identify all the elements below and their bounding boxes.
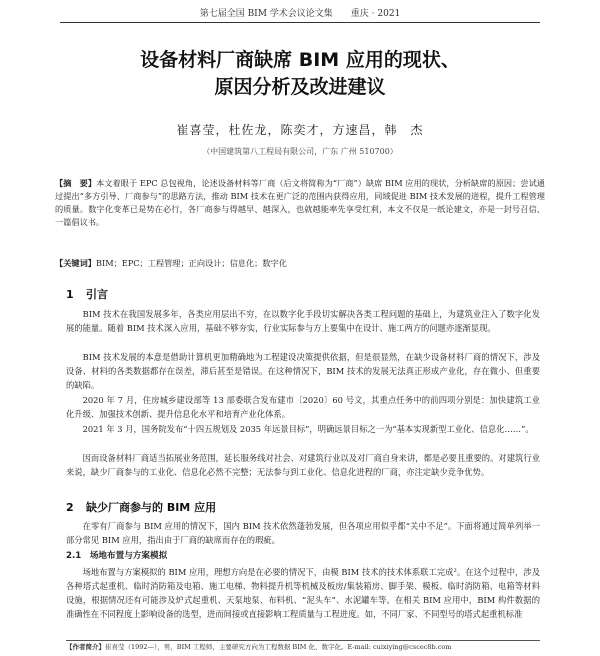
section-1-paragraph-3: 2020 年 7 月，住房城乡建设部等 13 部委联合发布建市〔2020〕60 号文，其重点任务中的前四项分别是：加快建筑工业化升级、加强技术创新、提升信息化水平和培育产业化体系。 <box>66 395 540 420</box>
section-1-paragraph-2: BIM 技术发展的本意是借助计算机更加精确地为工程建设决策提供依据，但是很显然，在缺少设备材料厂商的情况下，涉及设备、材料的各类数据都存在误差，滞后甚至是错误。在这种情况下，BIM 技术的发展无法真正形成产业化，存在微小、但重要的缺陷。 <box>66 352 540 391</box>
section-1-number: 1 <box>66 288 74 301</box>
section-2-paragraph-1: 在零有厂商参与 BIM 应用的情况下，国内 BIM 技术依然蓬勃发展，但各项应用似乎都“关中不足”。下面将通过简单列举一部分常见 BIM 应用，指出由于厂商的缺席而存在的瑕疵。 <box>66 521 540 546</box>
abstract-label: 【摘 要】 <box>55 178 97 188</box>
footnote-text: 崔喜莹（1992—），男，BIM 工程师，主要研究方向为工程数据 BIM 化、数字化。E-mail: cuixiying@cscec8b.com <box>105 643 452 651</box>
abstract-text: 本文着眼于 EPC 总包视角，论述设备材料等厂商（后文将简称为“厂商”）缺席 BIM 应用的现状，分析缺席的原因；尝试通过提出“多方引导、厂商参与”的思路方法，推动 BIM 技术在更广泛的范围内获得应用，同域促进 BIM 技术发展的进程，提升工程管理的质量。数字化变革已是势在必行，各厂商参与得越早、越深入，也就越能率先享受红利，本文不仅是一纸论建文，亦是一封号召信、一篇倡议书。 <box>55 178 545 227</box>
section-2-heading <box>66 499 216 515</box>
section-1-paragraph-4: 2021 年 3 月，国务院发布“十四五规划及 2035 年远景目标”，明确远景目标之一为“基本实现新型工业化、信息化……”。 <box>82 424 534 434</box>
authors: 崔喜莹，杜佐龙，陈奕才，方速昌，韩 杰 <box>176 123 424 137</box>
subsection-2-1-paragraph-1: 场地布置与方案模拟的 BIM 应用，理想方向是在必要的情况下，由模 BIM 技术的技术体系联工完成²。在这个过程中，涉及各种塔式起重机、临时消防箱及电箱、施工电梯、物料提升机等机械及板房/集装箱房、脚手架、模板、临时消防箱、电箱等材料设施，根据情况还有可能涉及炉式起重机、天泵地泵、布料机、“泥头车”、水泥罐车等。在相关 BIM 应用中，BIM 构件数据的准确性在不同程度上影响设备的选型，进而间接或直接影响工程质量与工程进度。如，不同厂家、不同型号的塔式起重机标准 <box>66 567 540 620</box>
running-head: 第七届全国 BIM 学术会议论文集 重庆 · 2021 <box>199 9 401 19</box>
keywords-text: BIM；EPC；工程管理；正向设计；信息化；数字化 <box>95 258 287 268</box>
section-1-paragraph-1: BIM 技术在我国发展多年，各类应用层出不穷，在以数字化手段切实解决各类工程问题的基础上，为建筑业注入了数字化发展的能量。随着 BIM 技术深入应用，基础不够夯实，行业实际参与方上要集中在设计、施工两方的问题亦逐渐显现。 <box>66 309 540 334</box>
subsection-2-1-heading: 2.1 场地布置与方案模拟 <box>66 551 168 561</box>
footnote-rule <box>66 640 540 641</box>
keywords <box>55 257 545 270</box>
abstract <box>55 177 545 229</box>
affiliation: （中国建筑第八工程局有限公司，广东 广州 510700） <box>202 147 398 156</box>
title-line-1: 设备材料厂商缺席 BIM 应用的现状、 <box>140 49 460 71</box>
section-1-paragraph-5: 因而设备材料厂商适当拓展业务范围，延长服务线对社会、对建筑行业以及对厂商自身来讲，都是必要且重要的。对建筑行业来说，缺少厂商参与的工业化、信息化必然不完整；无法参与到工业化、信息化进程的厂商，亦注定缺少竞争优势。 <box>66 453 540 478</box>
keywords-label: 【关键词】 <box>55 258 96 268</box>
title-line-2: 原因分析及改进建议 <box>214 76 386 98</box>
section-2-title: 缺少厂商参与的 BIM 应用 <box>86 501 217 514</box>
header-rule <box>60 22 540 23</box>
section-2-number: 2 <box>66 501 74 514</box>
footnote-label: 【作者简介】 <box>66 643 105 651</box>
author-footnote <box>66 643 540 652</box>
paper-title <box>0 47 600 101</box>
section-1-title: 引言 <box>86 288 108 301</box>
section-1-heading <box>66 286 108 302</box>
